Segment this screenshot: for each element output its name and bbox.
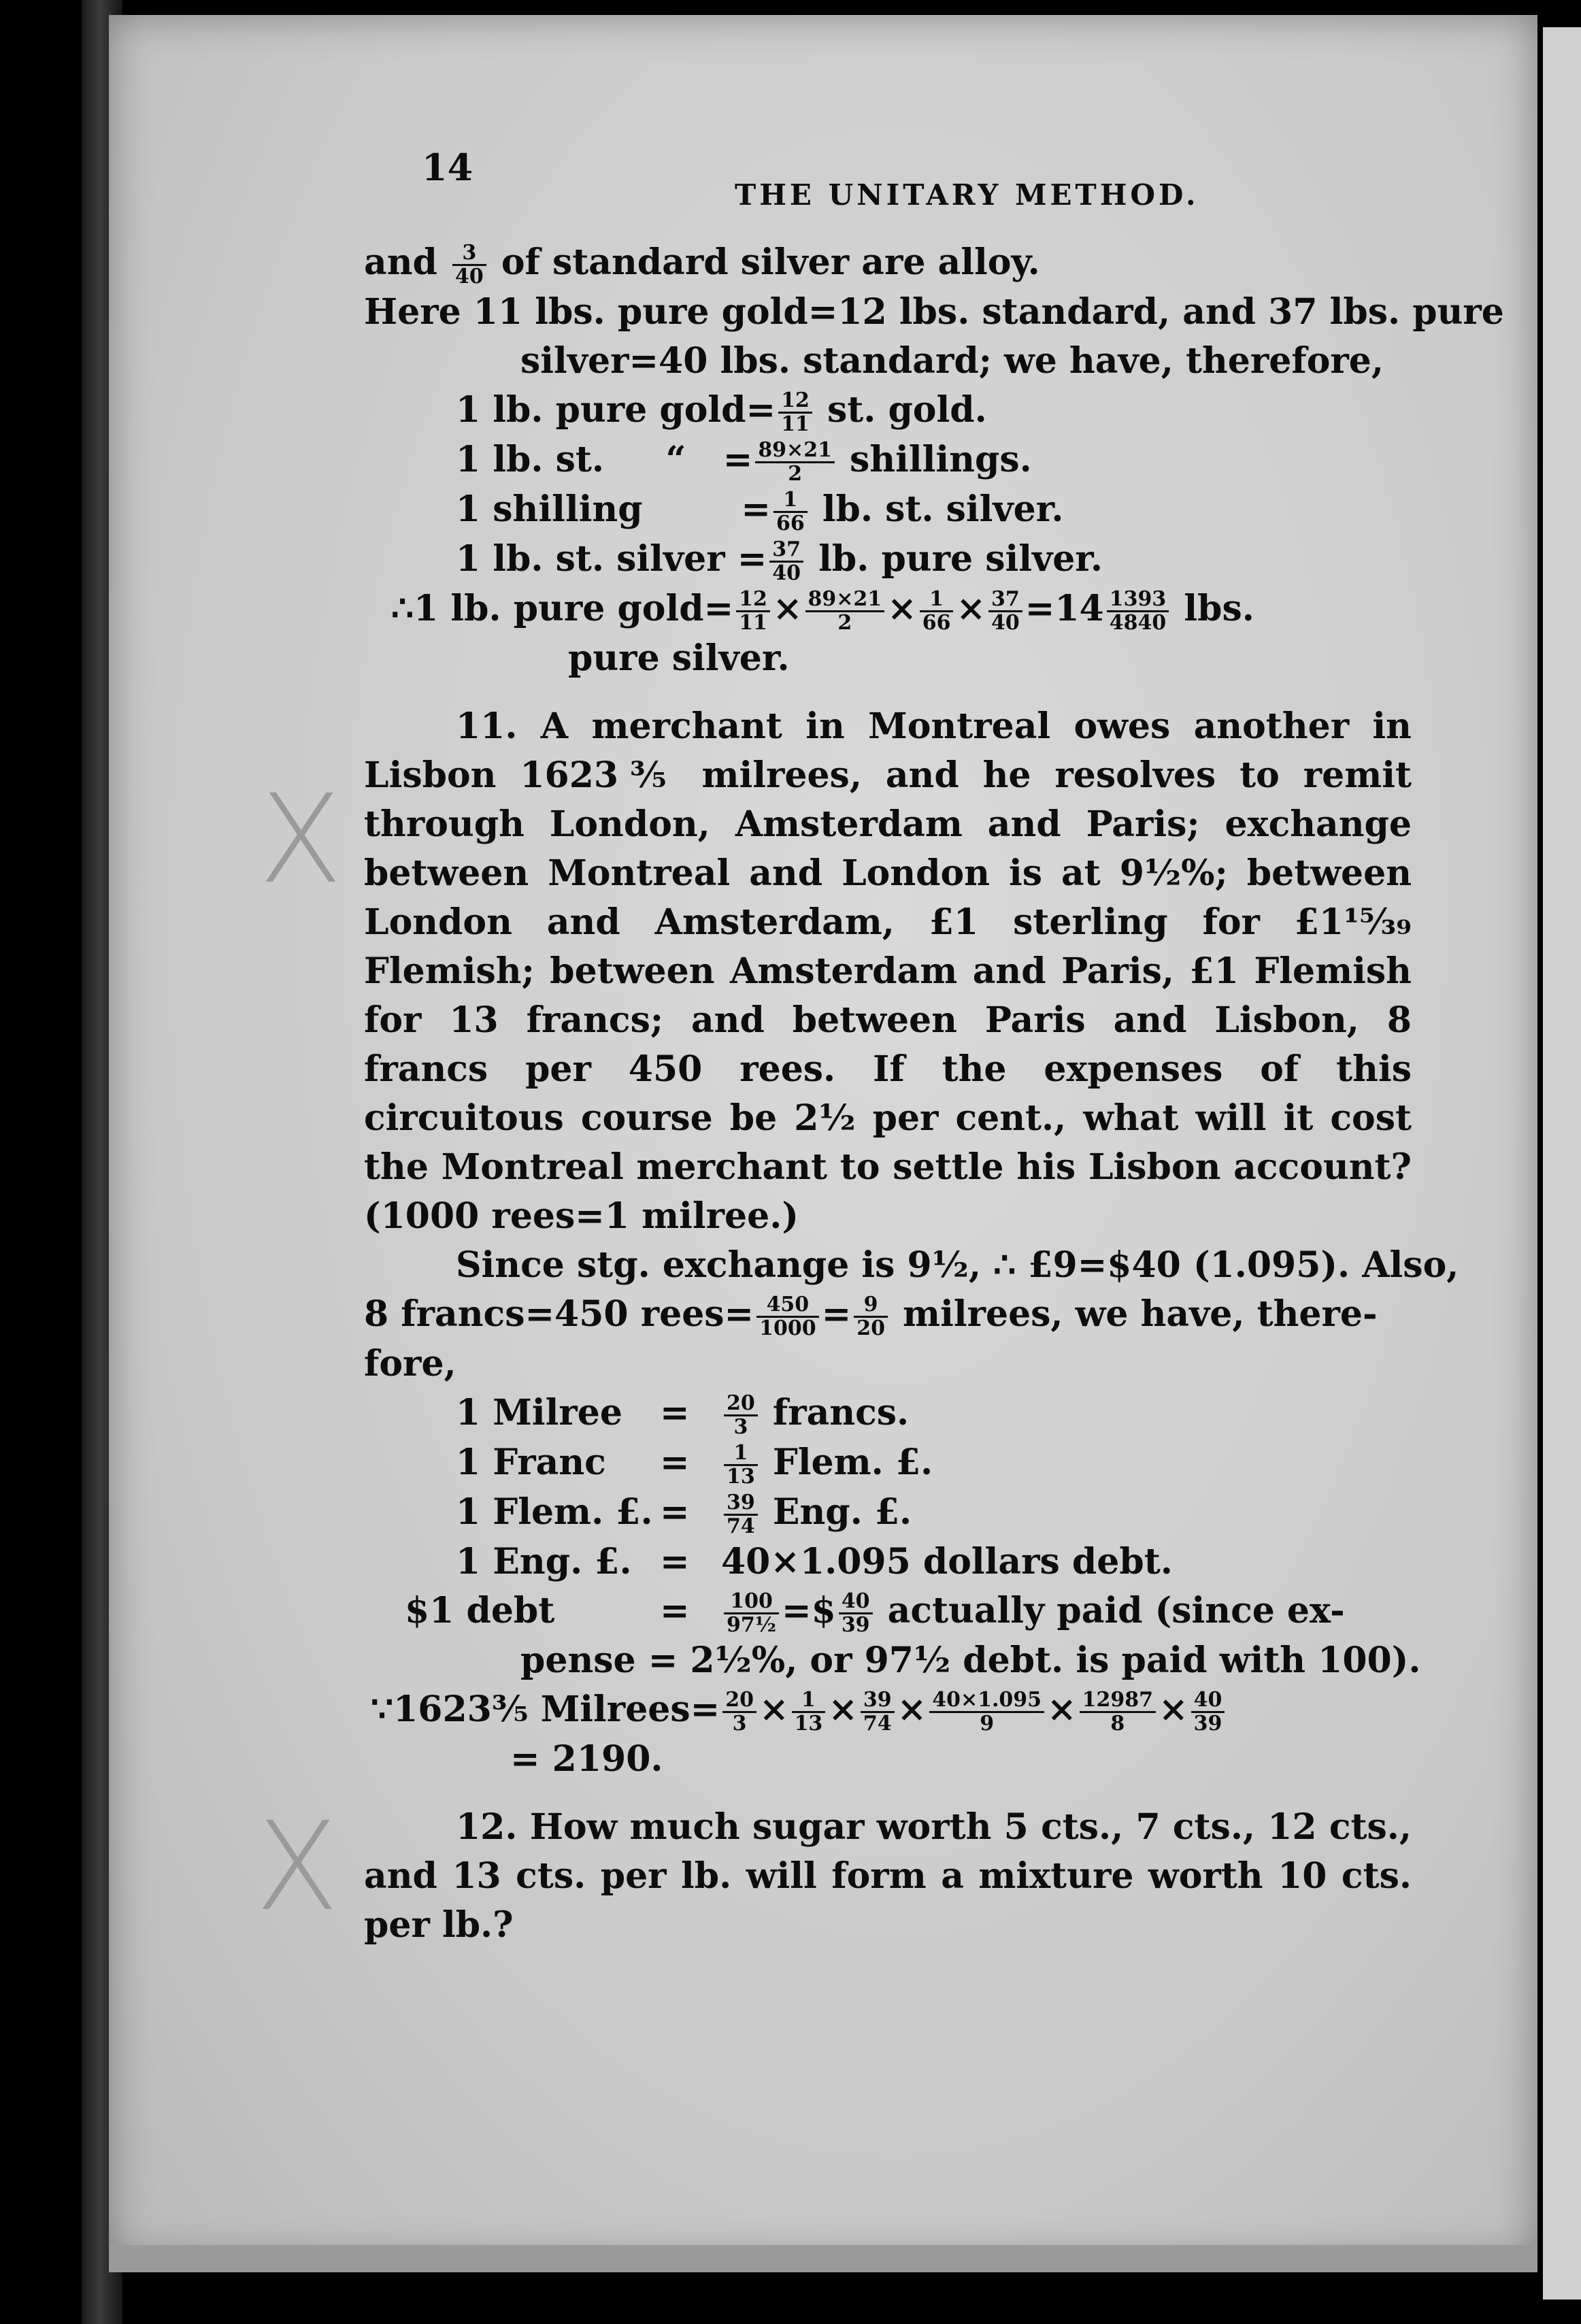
equation-line: 1 lb. st. “ = $\frac{89\times 21}{2}$ shillings. [456,438,1032,486]
page-bottom-edge [109,2245,1537,2272]
fraction: $\frac{20}{3}$ [722,1689,756,1735]
fraction: $\frac{40}{39}$ [839,1591,873,1636]
equation-line: ∴1 lb. pure gold= $\frac{12}{11}$ × $\frac{89\times 21}{2}$ × $\frac{1}{66}$ × $\frac{37}{40}$ =14 $\frac{1393}{4840}$ lbs. [391,587,1254,635]
running-title: THE UNITARY METHOD. [735,178,1199,212]
facing-page-edge [1543,27,1581,2300]
text-line: pense = 2½%, or 97½ debt. is paid with 100). [520,1640,1421,1681]
fraction: $\frac{12987}{8}$ [1080,1689,1156,1735]
fraction: $\frac{12}{11}$ [778,390,812,435]
conversion-line: 1 Flem. £. = $\frac{39}{74}$ Eng. £. [456,1491,912,1538]
fraction: $\frac{37}{40}$ [988,588,1022,634]
problem-12: 12. How much sugar worth 5 cts., 7 cts., 12 cts., and 13 cts. per lb. will form a mixture worth 10 cts. per lb.? [364,1806,1412,1946]
fraction: $\frac{39}{74}$ [861,1689,895,1735]
problem-11: 11. A merchant in Montreal owes another in Lisbon 1623⅗ milrees, and he resolves to remit through London, Amsterdam and Paris; exchange between Montreal and London is at 9½%; between London and Amsterdam, £1 sterling for £1¹⁵⁄₃₉ Flemish; between Amsterdam and Paris, £1 Flemish for 13 francs; and between Paris and Lisbon, 8 francs per 450 rees. If the expenses of this circuitous course be 2½ per cent., what will it cost the Montreal merchant to settle his Lisbon account? (1000 rees=1 milree.) [364,706,1412,1237]
equation-line: 1 lb. st. silver = $\frac{37}{40}$ lb. pure silver. [456,537,1103,585]
equation-line: 1 shilling = $\frac{1}{66}$ lb. st. silver. [456,488,1064,535]
pencil-mark-x: X [259,769,343,911]
fraction: $\frac{40}{39}$ [1191,1689,1225,1735]
equation-line: 1 lb. pure gold= $\frac{12}{11}$ st. gold. [456,388,987,436]
fraction: $\frac{1}{66}$ [920,588,954,634]
fraction: $\frac{450}{1000}$ [756,1294,819,1340]
fraction: $\frac{1}{66}$ [773,489,808,535]
page-number: 14 [422,146,473,189]
text-line: = 2190. [510,1738,663,1780]
conversion-line: 1 Milree = $\frac{20}{3}$ francs. [456,1391,910,1439]
fraction: $\frac{100}{\text{97½}}$ [724,1591,779,1636]
fraction: $\frac{3}{40}$ [452,242,486,288]
text-line: Since stg. exchange is 9½, ∴ £9=$40 (1.095). Also, [456,1244,1459,1286]
fraction: $\frac{1393}{4840}$ [1107,588,1169,634]
equation-line: ∵1623⅗ Milrees= $\frac{20}{3}$ × $\frac{1}{13}$ × $\frac{39}{74}$ × $\frac{40\times 1.095}{9}$ × $\frac{12987}{8}$ × $\frac{40}{39}$ [364,1685,1412,1735]
conversion-line: $1 debt = $\frac{100}{\text{97½}}$ =$ $\frac{40}{39}$ actually paid (since ex- [405,1589,1345,1637]
fraction: $\frac{20}{3}$ [724,1393,758,1438]
page-body [364,238,1504,1950]
text-line: and $\frac{3}{40}$ of standard silver are alloy. [364,241,1040,288]
fraction: $\frac{9}{20}$ [854,1294,888,1340]
fraction: $\frac{1}{13}$ [724,1442,758,1488]
conversion-line: 1 Eng. £. = 40×1.095 dollars debt. [456,1541,1173,1582]
fraction: $\frac{40\times 1.095}{9}$ [929,1689,1044,1735]
text-line: pure silver. [568,637,790,679]
text-line: fore, [364,1343,456,1384]
fraction: $\frac{12}{11}$ [736,588,770,634]
conversion-line: 1 Franc = $\frac{1}{13}$ Flem. £. [456,1441,933,1489]
fraction: $\frac{37}{40}$ [769,539,803,584]
pencil-mark-x-2: X [255,1796,339,1938]
text-line: silver=40 lbs. standard; we have, therefore, [520,340,1384,382]
fraction: $\frac{89\times 21}{2}$ [805,588,885,634]
fraction: $\frac{89\times 21}{2}$ [755,439,835,485]
text-line: Here 11 lbs. pure gold=12 lbs. standard, and 37 lbs. pure [364,291,1504,333]
text-line: 8 francs=450 rees= $\frac{450}{1000}$ = $\frac{9}{20}$ milrees, we have, there- [364,1293,1378,1340]
fraction: $\frac{1}{13}$ [792,1689,826,1735]
fraction: $\frac{39}{74}$ [724,1492,758,1538]
